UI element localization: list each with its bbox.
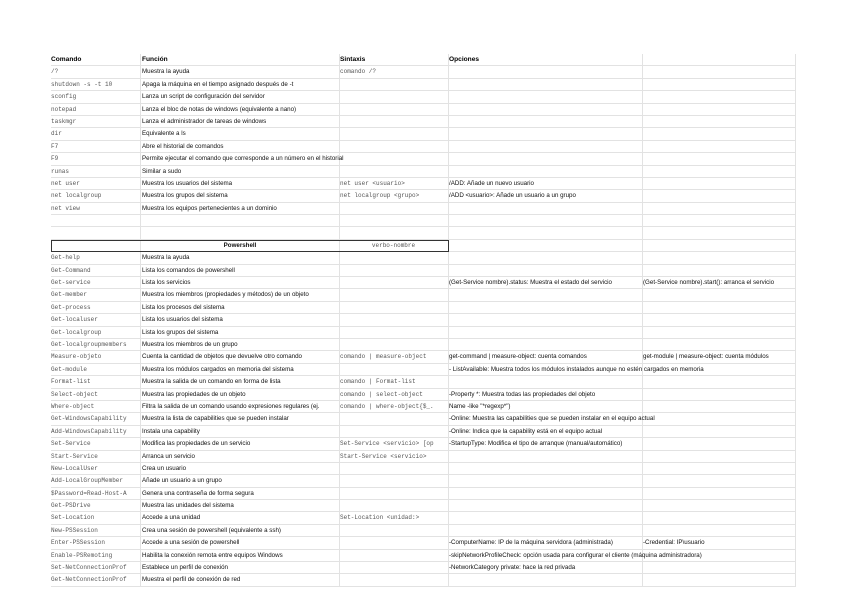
cell-c3 — [340, 104, 447, 115]
cell-c1: Add-LocalGroupMember — [51, 477, 124, 485]
cell-c5: (Get-Service nombre).start(): arranca el servicio — [643, 279, 775, 287]
cell-c1: Enter-PSSession — [51, 539, 106, 547]
cell-c4 — [449, 203, 641, 214]
cell-c1: Get-localgroup — [51, 328, 102, 336]
cell-c5 — [643, 376, 795, 387]
cell-c3 — [340, 327, 447, 338]
cell-c5 — [643, 265, 795, 276]
cell-c4: -Online: Muestra las capabilities que se pueden instalar en el equipo actual — [449, 415, 655, 423]
table-row — [51, 104, 795, 116]
cell-c4 — [449, 265, 641, 276]
table-row — [51, 413, 795, 425]
cell-c4: - ListAvailable: Muestra todos los módulos instalados aunque no estén cargados en memoria — [449, 365, 704, 373]
cell-c4: -ComputerName: IP de la máquina servidora (administrada) — [449, 539, 613, 547]
cell-c2: Muestra los grupos del sistema — [142, 192, 228, 200]
cell-c2: Muestra la lista de capabilities que se pueden instalar — [142, 415, 289, 423]
cell-c2: Accede a una unidad — [142, 514, 201, 522]
cell-c5 — [643, 438, 795, 449]
ps-section — [51, 252, 795, 587]
cell-c5 — [643, 364, 795, 375]
cell-c1: Get-NetConnectionProf — [51, 576, 127, 584]
cell-c4 — [449, 451, 641, 462]
cell-c5 — [643, 426, 795, 437]
cell-c1: Get-localuser — [51, 316, 98, 324]
cell-c4: /ADD <usuario>: Añade un usuario a un grupo — [449, 192, 576, 200]
cell-c3 — [340, 525, 447, 536]
cell-c3 — [340, 289, 447, 300]
cell-c2: Crea una sesión de powershell (equivalente a ssh) — [142, 526, 281, 534]
cell-c1: New-PSSession — [51, 526, 98, 534]
cell-c4 — [449, 339, 641, 350]
cell-c4 — [449, 302, 641, 313]
table-row — [51, 166, 795, 178]
cell-c3 — [340, 550, 447, 561]
cell-c1: Get-Command — [51, 266, 91, 274]
cell-c3 — [340, 128, 447, 139]
table-row — [51, 512, 795, 524]
cell-c1: Get-help — [51, 254, 80, 262]
cell-c1: net user — [51, 179, 80, 187]
cell-c4 — [449, 166, 641, 177]
cell-c2: Muestra las propiedades de un objeto — [142, 390, 246, 398]
table-row — [51, 463, 795, 475]
cell-c3 — [340, 265, 447, 276]
table-row — [51, 178, 795, 190]
cell-c1: Enable-PSRemoting — [51, 551, 113, 559]
table-row — [51, 116, 795, 128]
cell-c4: get-command | measure-object: cuenta comandos — [449, 353, 587, 361]
cell-c4 — [449, 327, 641, 338]
cell-c5 — [643, 252, 795, 263]
cell-c3: comando /? — [340, 68, 377, 76]
table-row — [51, 389, 795, 401]
cell-c1: F7 — [51, 142, 59, 150]
cell-c2: Lanza el administrador de tareas de windows — [142, 117, 267, 125]
cell-c5 — [643, 463, 795, 474]
cell-c3 — [340, 302, 447, 313]
cell-c5 — [643, 302, 795, 313]
table-row — [51, 277, 795, 289]
table-row — [51, 252, 795, 264]
cell-c1: Measure-objeto — [51, 353, 102, 361]
cell-c4: -Property *: Muestra todas las propiedades del objeto — [449, 390, 596, 398]
cell-c5 — [643, 289, 795, 300]
cell-c4: /ADD: Añade un nuevo usuario — [449, 179, 534, 187]
cell-c2: Lanza un script de configuración del servidor — [142, 93, 265, 101]
cell-c3: comando | where-object{$_. — [340, 402, 434, 410]
cell-c3 — [340, 141, 447, 152]
cell-c4 — [449, 314, 641, 325]
cell-c5 — [643, 500, 795, 511]
cell-c5 — [643, 488, 795, 499]
cell-c5 — [643, 574, 795, 585]
cell-c1: net localgroup — [51, 192, 102, 200]
cell-c2: Accede a una sesión de powershell — [142, 539, 240, 547]
table-row — [51, 128, 795, 140]
cell-c1: notepad — [51, 105, 77, 113]
header-opciones: Opciones — [449, 56, 480, 63]
cell-c3: net user <usuario> — [340, 179, 405, 187]
cell-c1: net view — [51, 204, 80, 212]
cell-c4 — [449, 488, 641, 499]
table-row — [51, 451, 795, 463]
cell-c3: comando | select-object — [340, 390, 423, 398]
table-row — [51, 500, 795, 512]
cell-c3: net localgroup <grupo> — [340, 192, 420, 200]
cell-c4 — [449, 104, 641, 115]
table-row — [51, 426, 795, 438]
cell-c4 — [449, 252, 641, 263]
cell-c1: Get-PSDrive — [51, 502, 91, 510]
cell-c3: comando | measure-object — [340, 353, 427, 361]
table-row — [51, 351, 795, 363]
cell-c4 — [449, 289, 641, 300]
table-row — [51, 141, 795, 153]
cell-c1: /? — [51, 68, 59, 76]
cell-c5 — [643, 413, 795, 424]
cell-c4 — [449, 376, 641, 387]
cell-c3 — [340, 537, 447, 548]
table-row — [51, 302, 795, 314]
cell-c1: Set-Location — [51, 514, 95, 522]
cell-c2: Muestra la ayuda — [142, 68, 190, 76]
header-row — [51, 54, 795, 66]
cell-c2: Cuenta la cantidad de objetos que devuelve otro comando — [142, 353, 302, 361]
table-row — [51, 401, 795, 413]
cell-c2: Lista los comandos de powershell — [142, 266, 235, 274]
cell-c3 — [340, 166, 447, 177]
cell-c2: Lista los grupos del sistema — [142, 328, 219, 336]
powershell-syntax: verbo-nombre — [371, 241, 416, 249]
cell-c2: Muestra los módulos cargados en memoria del sistema — [142, 365, 294, 373]
cell-c5 — [643, 389, 795, 400]
cell-c2: Muestra los miembros de un grupo — [142, 340, 238, 348]
header-sintaxis: Sintaxis — [340, 56, 366, 63]
cell-c3 — [340, 426, 447, 437]
cell-c2: Abre el historial de comandos — [142, 142, 224, 150]
header-funcion: Función — [142, 56, 168, 63]
cell-c3 — [340, 364, 447, 375]
cell-c2: Instala una capability — [142, 427, 200, 435]
cell-c4: -NetworkCategory private: hace la red privada — [449, 564, 576, 572]
cell-c3: Set-Service <servicio> [op — [340, 440, 434, 448]
table-row — [51, 190, 795, 202]
table-row — [51, 91, 795, 103]
empty-row — [51, 215, 795, 227]
cell-c2: Equivalente a ls — [142, 130, 186, 138]
cmd-section — [51, 66, 795, 215]
cell-c2: Muestra la ayuda — [142, 254, 190, 262]
cell-c1: Set-NetConnectionProf — [51, 564, 127, 572]
cell-c5 — [643, 327, 795, 338]
cell-c4 — [449, 153, 641, 164]
cell-c2: Apaga la máquina en el tiempo asignado después de -t — [142, 80, 294, 88]
cell-c4 — [449, 79, 641, 90]
table-row — [51, 66, 795, 78]
cell-c2: Muestra los usuarios del sistema — [142, 179, 233, 187]
cell-c2: Similar a sudo — [142, 167, 182, 175]
cell-c4 — [449, 574, 641, 585]
cell-c1: Get-WindowsCapability — [51, 415, 127, 423]
cell-c3: comando | Format-list — [340, 378, 416, 386]
cell-c4 — [449, 475, 641, 486]
cell-c2: Permite ejecutar el comando que corresponde a un número en el historial — [142, 155, 344, 163]
table-row — [51, 376, 795, 388]
cell-c5 — [643, 562, 795, 573]
cell-c2: Muestra los miembros (propiedades y métodos) de un objeto — [142, 291, 309, 299]
cell-c2: Filtra la salida de un comando usando expresiones regulares (ej. — [142, 402, 320, 410]
cell-c2: Genera una contraseña de forma segura — [142, 489, 254, 497]
cell-c4 — [449, 512, 641, 523]
table-row — [51, 537, 795, 549]
table-row — [51, 364, 795, 376]
cell-c3 — [340, 339, 447, 350]
cell-c2: Muestra el perfil de conexión de red — [142, 576, 241, 584]
header-comando: Comando — [51, 56, 82, 63]
cell-c2: Lanza el bloc de notas de windows (equivalente a nano) — [142, 105, 297, 113]
empty-row — [51, 227, 795, 239]
cell-c2: Establece un perfil de conexión — [142, 564, 228, 572]
cell-c1: Add-WindowsCapability — [51, 427, 127, 435]
cell-c5 — [643, 451, 795, 462]
cell-c1: Get-member — [51, 291, 88, 299]
cell-c3 — [340, 153, 447, 164]
cell-c1: Set-Service — [51, 440, 91, 448]
cell-c1: F9 — [51, 155, 59, 163]
table-row — [51, 327, 795, 339]
cell-c3 — [340, 488, 447, 499]
cell-c5 — [643, 475, 795, 486]
cell-c3 — [340, 562, 447, 573]
cell-c2: Crea un usuario — [142, 464, 187, 472]
table-row — [51, 574, 795, 586]
cell-c4 — [449, 500, 641, 511]
cell-c2: Lista los servicios — [142, 279, 191, 287]
table-row — [51, 550, 795, 562]
cell-c4 — [449, 463, 641, 474]
cell-c1: Get-localgroupmembers — [51, 340, 127, 348]
cell-c3 — [340, 574, 447, 585]
cell-c3 — [340, 500, 447, 511]
table-row — [51, 488, 795, 500]
powershell-title: Powershell — [223, 241, 257, 249]
table-row — [51, 525, 795, 537]
powershell-header-row — [51, 240, 795, 252]
cell-c4: Name -like "*regexp*") — [449, 402, 511, 410]
table-row — [51, 314, 795, 326]
cell-c4 — [449, 116, 641, 127]
cell-c1: Start-Service — [51, 452, 98, 460]
cell-c1: Get-service — [51, 279, 91, 287]
cell-c4: (Get-Service nombre).status: Muestra el estado del servicio — [449, 279, 613, 287]
cell-c2: Muestra la salida de un comando en forma de lista — [142, 378, 281, 386]
cell-c4 — [449, 128, 641, 139]
table-row — [51, 203, 795, 215]
table-row — [51, 153, 795, 165]
cell-c3 — [340, 203, 447, 214]
table-row — [51, 339, 795, 351]
cell-c4 — [449, 525, 641, 536]
table-row — [51, 438, 795, 450]
cell-c1: Where-object — [51, 402, 95, 410]
cell-c5 — [643, 525, 795, 536]
cell-c5 — [643, 512, 795, 523]
cell-c4: -StartupType: Modifica el tipo de arranque (manual/automático) — [449, 440, 623, 448]
spreadsheet — [51, 54, 795, 587]
cell-c3 — [340, 79, 447, 90]
cell-c5 — [643, 401, 795, 412]
cell-c4 — [449, 91, 641, 102]
cell-c3 — [340, 463, 447, 474]
cell-c1: runas — [51, 167, 70, 175]
cell-c5 — [643, 314, 795, 325]
cell-c1: Format-list — [51, 378, 91, 386]
cell-c2: Lista los procesos del sistema — [142, 303, 225, 311]
cell-c3: Set-Location <unidad:> — [340, 514, 420, 522]
table-row — [51, 475, 795, 487]
cell-c2: Muestra las unidades del sistema — [142, 502, 234, 510]
cell-c1: Select-object — [51, 390, 98, 398]
cell-c4: -skipNetworkProfileCheck: opción usada para configurar el cliente (máquina administradora) — [449, 551, 702, 559]
cell-c5 — [643, 339, 795, 350]
cell-c1: taskmgr — [51, 117, 77, 125]
cell-c3 — [340, 314, 447, 325]
cell-c1: Get-process — [51, 303, 91, 311]
cell-c1: shutdown -s -t 10 — [51, 80, 113, 88]
cell-c2: Modifica las propiedades de un servicio — [142, 440, 251, 448]
cell-c2: Lista los usuarios del sistema — [142, 316, 223, 324]
cell-c2: Habilita la conexión remota entre equipos Windows — [142, 551, 283, 559]
cell-c3 — [340, 475, 447, 486]
cell-c1: sconfig — [51, 93, 77, 101]
cell-c1: $Password=Read-Host-A — [51, 489, 127, 497]
cell-c2: Añade un usuario a un grupo — [142, 477, 222, 485]
cell-c3 — [340, 413, 447, 424]
table-row — [51, 79, 795, 91]
table-row — [51, 265, 795, 277]
cell-c4 — [449, 66, 641, 77]
cell-c4: -Online: Indica que la capability está en el equipo actual — [449, 427, 603, 435]
cell-c5: -Credential: IP\usuario — [643, 539, 705, 547]
cell-c4 — [449, 141, 641, 152]
cell-c1: New-LocalUser — [51, 464, 98, 472]
cell-c3 — [340, 277, 447, 288]
cell-c2: Arranca un servicio — [142, 452, 195, 460]
cell-c3 — [340, 116, 447, 127]
cell-c5 — [643, 550, 795, 561]
cell-c2: Muestra los equipos pertenecientes a un dominio — [142, 204, 277, 212]
cell-c3: Start-Service <servicio> — [340, 452, 427, 460]
table-row — [51, 562, 795, 574]
cell-c5: get-module | measure-object: cuenta módulos — [643, 353, 769, 361]
cell-c3 — [340, 91, 447, 102]
cell-c3 — [340, 252, 447, 263]
cell-c1: Get-module — [51, 365, 88, 373]
column-divider — [795, 54, 796, 587]
table-row — [51, 289, 795, 301]
cell-c1: dir — [51, 130, 62, 138]
